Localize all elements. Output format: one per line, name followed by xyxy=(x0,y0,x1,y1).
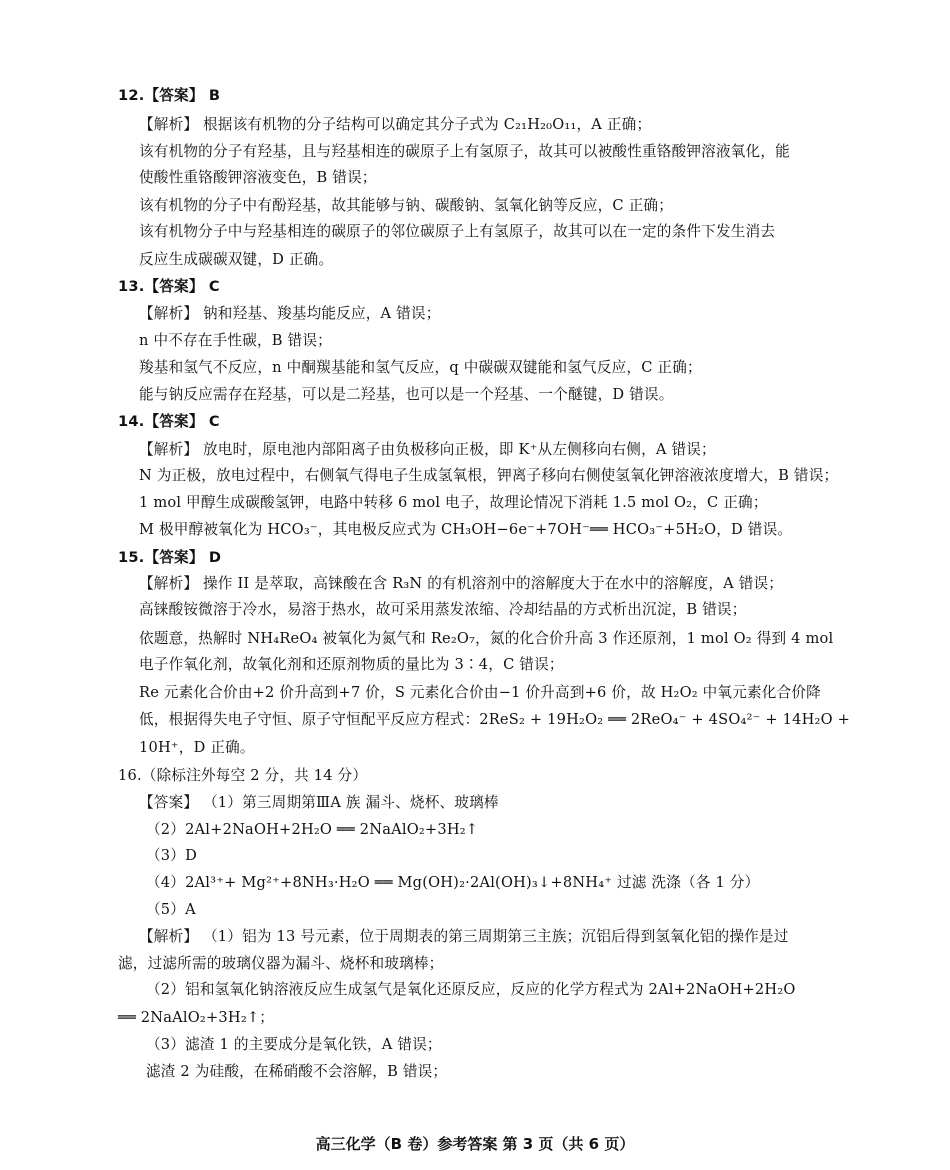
text-line: ══ 2NaAlO₂+3H₂↑； xyxy=(118,1009,275,1026)
text-line: 滤，过滤所需的玻璃仪器为漏斗、烧杯和玻璃棒； xyxy=(118,955,444,972)
text-line: 【解析】 钠和羟基、羧基均能反应，A 错误； xyxy=(139,305,441,322)
text-line: （3）D xyxy=(146,847,197,864)
text-line: 能与钠反应需存在羟基，可以是二羟基，也可以是一个羟基、一个醚键，D 错误。 xyxy=(139,386,674,403)
text-line: 使酸性重铬酸钾溶液变色，B 错误； xyxy=(139,169,377,186)
text-line: 电子作氧化剂，故氧化剂和还原剂物质的量比为 3∶4，C 错误； xyxy=(139,656,564,673)
text-line: （3）滤渣 1 的主要成分是氧化铁，A 错误； xyxy=(146,1036,442,1053)
text-line: 低，根据得失电子守恒、原子守恒配平反应方程式：2ReS₂ + 19H₂O₂ ══ 2ReO₄⁻ + 4SO₄²⁻ + 14H₂O + xyxy=(139,711,851,728)
text-line: 【解析】 操作 II 是萃取，高铼酸在含 R₃N 的有机溶剂中的溶解度大于在水中的溶解度，A 错误； xyxy=(139,575,784,592)
text-line: 【解析】 根据该有机物的分子结构可以确定其分子式为 C₂₁H₂₀O₁₁，A 正确； xyxy=(139,116,652,133)
text-line: 依题意，热解时 NH₄ReO₄ 被氧化为氮气和 Re₂O₇，氮的化合价升高 3 作还原剂，1 mol O₂ 得到 4 mol xyxy=(139,630,834,647)
text-line: （2）铝和氢氧化钠溶液反应生成氢气是氧化还原反应，反应的化学方程式为 2Al+2NaOH+2H₂O xyxy=(146,981,796,998)
text-line: 10H⁺，D 正确。 xyxy=(139,739,255,756)
text-line: 该有机物的分子中有酚羟基，故其能够与钠、碳酸钠、氢氧化钠等反应，C 正确； xyxy=(139,197,673,214)
text-line: 【解析】 放电时，原电池内部阳离子由负极移向正极，即 K⁺从左侧移向右侧，A 错误； xyxy=(139,441,716,458)
text-line: 该有机物的分子有羟基，且与羟基相连的碳原子上有氢原子，故其可以被酸性重铬酸钾溶液氧化，能 xyxy=(139,143,790,160)
text-line: 14.【答案】 C xyxy=(118,413,220,430)
text-line: （5）A xyxy=(146,901,196,918)
text-line: 该有机物分子中与羟基相连的碳原子的邻位碳原子上有氢原子，故其可以在一定的条件下发生消去 xyxy=(139,223,776,240)
text-line: 15.【答案】 D xyxy=(118,549,222,566)
text-line: （4）2Al³⁺+ Mg²⁺+8NH₃·H₂O ══ Mg(OH)₂·2Al(OH)₃↓+8NH₄⁺ 过滤 洗涤（各 1 分） xyxy=(146,874,760,891)
text-line: Re 元素化合价由+2 价升高到+7 价，S 元素化合价由−1 价升高到+6 价，故 H₂O₂ 中氧元素化合价降 xyxy=(139,684,821,701)
text-line: 12.【答案】 B xyxy=(118,87,221,104)
text-line: 滤渣 2 为硅酸，在稀硝酸不会溶解，B 错误； xyxy=(146,1063,448,1080)
text-line: 13.【答案】 C xyxy=(118,278,220,295)
text-line: 16.（除标注外每空 2 分，共 14 分） xyxy=(118,767,368,784)
text-line: 高铼酸铵微溶于冷水，易溶于热水，故可采用蒸发浓缩、冷却结晶的方式析出沉淀，B 错误； xyxy=(139,601,747,618)
text-line: 1 mol 甲醇生成碳酸氢钾，电路中转移 6 mol 电子，故理论情况下消耗 1.5 mol O₂，C 正确； xyxy=(139,494,768,511)
text-line: 羧基和氢气不反应，n 中酮羰基能和氢气反应，q 中碳碳双键能和氢气反应，C 正确； xyxy=(139,359,702,376)
text-line: 【解析】 （1）铝为 13 号元素，位于周期表的第三周期第三主族；沉铝后得到氢氧化铝的操作是过 xyxy=(139,928,789,945)
page-footer: 高三化学（B 卷）参考答案 第 3 页（共 6 页） xyxy=(315,1135,635,1153)
text-line: 【答案】 （1）第三周期第ⅢA 族 漏斗、烧杯、玻璃棒 xyxy=(139,794,499,811)
text-line: n 中不存在手性碳，B 错误； xyxy=(139,332,332,349)
text-line: N 为正极，放电过程中，右侧氧气得电子生成氢氧根，钾离子移向右侧使氢氧化钾溶液浓度增大，B 错误； xyxy=(139,467,839,484)
text-line: M 极甲醇被氧化为 HCO₃⁻，其电极反应式为 CH₃OH−6e⁻+7OH⁻══ HCO₃⁻+5H₂O，D 错误。 xyxy=(139,521,793,538)
text-line: （2）2Al+2NaOH+2H₂O ══ 2NaAlO₂+3H₂↑ xyxy=(146,821,479,838)
text-line: 反应生成碳碳双键，D 正确。 xyxy=(139,251,334,268)
